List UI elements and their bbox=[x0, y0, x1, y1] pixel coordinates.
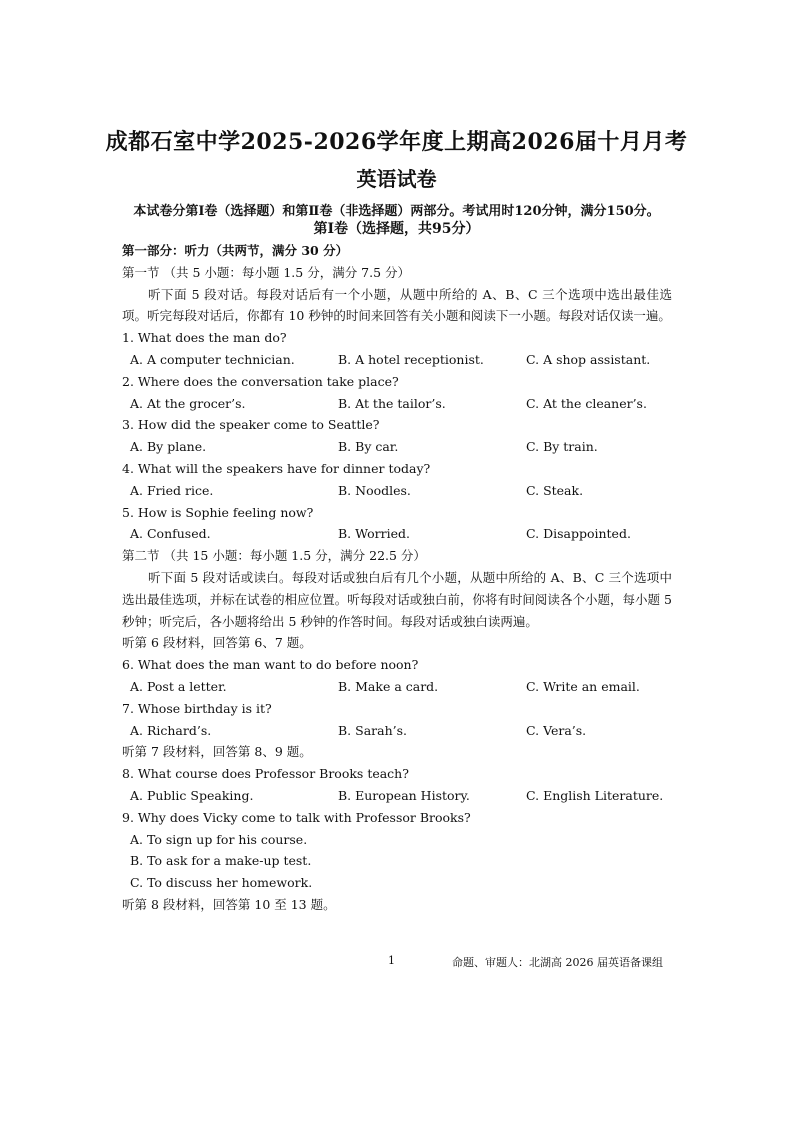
option-c: C. Steak. bbox=[526, 482, 584, 498]
exam-intro: 本试卷分第Ⅰ卷（选择题）和第Ⅱ卷（非选择题）两部分。考试用时120分钟，满分150分。 bbox=[133, 204, 660, 219]
exam-title: 成都石室中学2025-2026学年度上期高2026届十月月考 bbox=[105, 129, 688, 155]
option-b: B. Worried. bbox=[338, 526, 410, 542]
question-stem: 2. Where does the conversation take place? bbox=[122, 373, 399, 389]
option-a: A. To sign up for his course. bbox=[130, 831, 308, 847]
option-c: C. At the cleaner’s. bbox=[526, 395, 647, 411]
section1-heading: 第一节 （共 5 小题：每小题 1.5 分，满分 7.5 分） bbox=[122, 264, 411, 280]
option-b: B. To ask for a make-up test. bbox=[130, 853, 312, 869]
question-options bbox=[122, 785, 672, 807]
question-options bbox=[122, 436, 672, 458]
option-c: C. Write an email. bbox=[526, 678, 640, 694]
option-a: A. Confused. bbox=[130, 526, 211, 542]
option-b: B. Sarah’s. bbox=[338, 722, 407, 738]
option-b: B. Noodles. bbox=[338, 482, 411, 498]
question-stem: 4. What will the speakers have for dinner today? bbox=[122, 460, 431, 476]
part1-heading: 第一部分：听力（共两节，满分 30 分） bbox=[122, 243, 349, 258]
option-b: B. By car. bbox=[338, 439, 399, 455]
question-options bbox=[122, 349, 672, 371]
question-stem: 3. How did the speaker come to Seattle? bbox=[122, 417, 380, 433]
question-options bbox=[122, 676, 672, 698]
question-options bbox=[122, 720, 672, 742]
option-a: A. At the grocer’s. bbox=[130, 395, 246, 411]
question-stem: 6. What does the man want to do before noon? bbox=[122, 657, 419, 673]
option-a: A. Public Speaking. bbox=[130, 787, 254, 803]
question-stem: 8. What course does Professor Brooks teach? bbox=[122, 766, 409, 782]
section1-instructions: 听下面 5 段对话。每段对话后有一个小题，从题中所给的 A、B、C 三个选项中选出最佳选项。听完每段对话后，你都有 10 秒钟的时间来回答有关小题和阅读下一小题。每段对话仅读一遍。 bbox=[122, 286, 672, 324]
option-c: C. To discuss her homework. bbox=[130, 875, 313, 891]
page-number: 1 bbox=[388, 954, 395, 967]
material-8-note: 听第 8 段材料，回答第 10 至 13 题。 bbox=[122, 896, 336, 912]
question-stem: 9. Why does Vicky come to talk with Professor Brooks? bbox=[122, 809, 471, 825]
exam-body bbox=[122, 240, 672, 916]
option-b: B. Make a card. bbox=[338, 678, 439, 694]
volume-heading: 第Ⅰ卷（选择题，共95分） bbox=[313, 221, 480, 237]
option-b: B. At the tailor’s. bbox=[338, 395, 446, 411]
option-c: C. Disappointed. bbox=[526, 526, 631, 542]
option-a: A. A computer technician. bbox=[130, 351, 295, 367]
question-stem: 7. Whose birthday is it? bbox=[122, 700, 272, 716]
material-6-note: 听第 6 段材料，回答第 6、7 题。 bbox=[122, 635, 312, 651]
option-b: B. A hotel receptionist. bbox=[338, 351, 484, 367]
option-a: A. Post a letter. bbox=[130, 678, 227, 694]
question-stem: 1. What does the man do? bbox=[122, 330, 287, 346]
option-c: C. Vera’s. bbox=[526, 722, 587, 738]
option-b: B. European History. bbox=[338, 787, 470, 803]
option-c: C. By train. bbox=[526, 439, 598, 455]
material-7-note: 听第 7 段材料，回答第 8、9 题。 bbox=[122, 744, 312, 760]
option-c: C. A shop assistant. bbox=[526, 351, 651, 367]
option-a: A. Fried rice. bbox=[130, 482, 214, 498]
option-a: A. Richard’s. bbox=[130, 722, 212, 738]
option-c: C. English Literature. bbox=[526, 787, 664, 803]
question-options bbox=[122, 480, 672, 502]
option-a: A. By plane. bbox=[130, 439, 207, 455]
question-options bbox=[122, 393, 672, 415]
footer-credit: 命题、审题人：北湖高 2026 届英语备课组 bbox=[452, 956, 663, 969]
section2-heading: 第二节 （共 15 小题：每小题 1.5 分，满分 22.5 分） bbox=[122, 548, 426, 564]
question-stem: 5. How is Sophie feeling now? bbox=[122, 504, 314, 520]
section2-instructions: 听下面 5 段对话或读白。每段对话或独白后有几个小题，从题中所给的 A、B、C 三个选项中选出最佳选项，并标在试卷的相应位置。听每段对话或独白前，你将有时间阅读各个小题，每小题 5 秒钟；听完后，各小题将给出 5 秒钟的作答时间。每段对话或独白读两遍。 bbox=[122, 569, 672, 629]
question-options bbox=[122, 523, 672, 545]
exam-subtitle: 英语试卷 bbox=[356, 167, 437, 191]
